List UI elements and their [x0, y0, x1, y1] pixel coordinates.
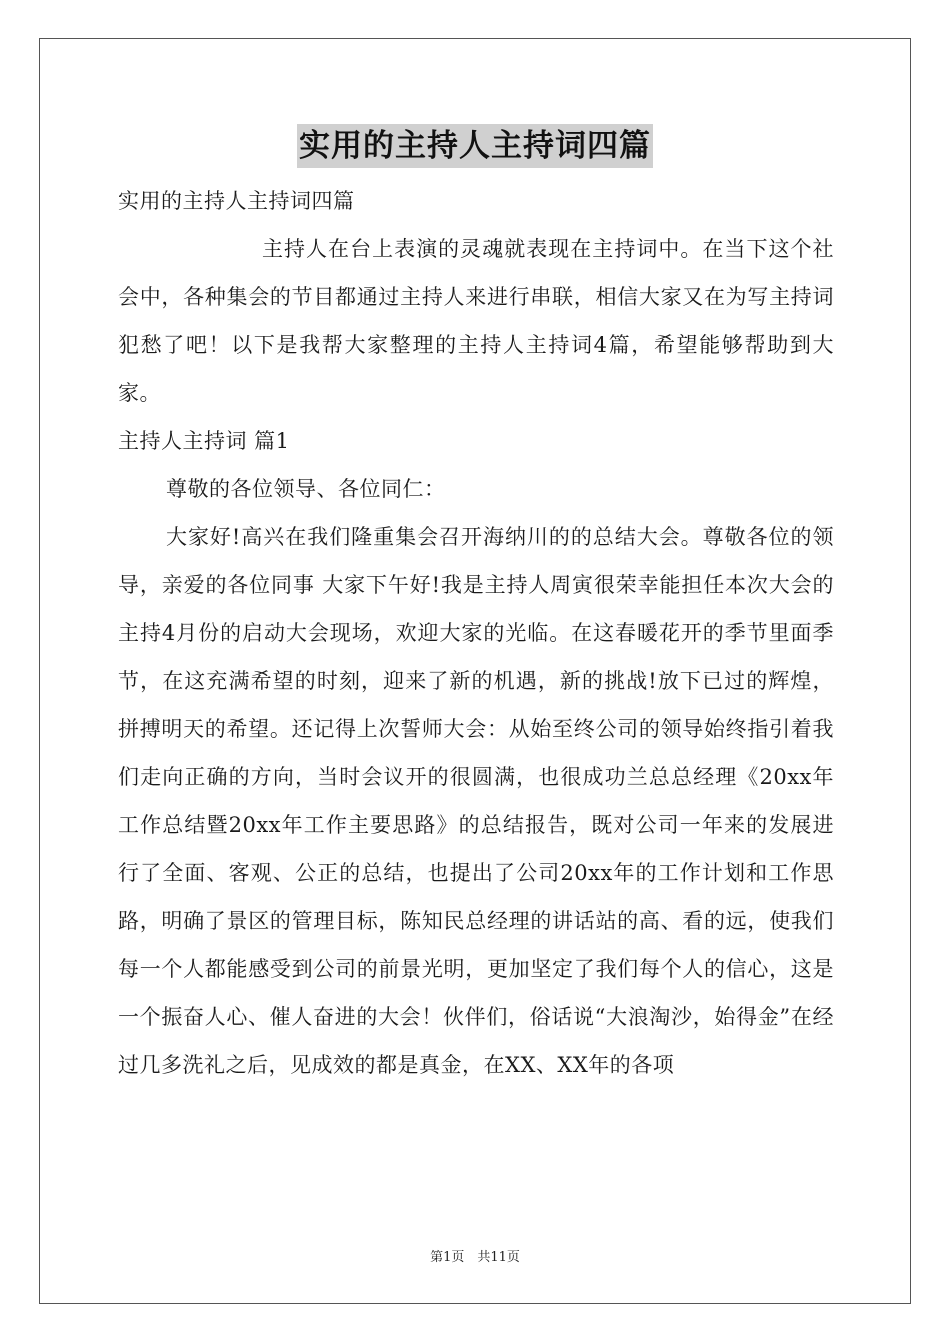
document-body [118, 177, 834, 1089]
document-subtitle: 实用的主持人主持词四篇 [118, 189, 355, 213]
intro-paragraph: 主持人在台上表演的灵魂就表现在主持词中。在当下这个社会中，各种集会的节目都通过主持人来进行串联，相信大家又在为写主持词犯愁了吧！以下是我帮大家整理的主持人主持词4篇，希望能够帮助到大家。 [118, 237, 834, 405]
body-paragraph: 大家好!高兴在我们隆重集会召开海纳川的的总结大会。尊敬各位的领导，亲爱的各位同事 大家下午好!我是主持人周寅很荣幸能担任本次大会的主持4月份的启动大会现场，欢迎大家的光临。在这春暖花开的季节里面季节，在这充满希望的时刻，迎来了新的机遇，新的挑战!放下已过的辉煌，拼搏明天的希望。还记得上次誓师大会：从始至终公司的领导始终指引着我们走向正确的方向，当时会议开的很圆满，也很成功兰总总经理《20xx年工作总结暨20xx年工作主要思路》的总结报告，既对公司一年来的发展进行了全面、客观、公正的总结，也提出了公司20xx年的工作计划和工作思路，明确了景区的管理目标，陈知民总经理的讲话站的高、看的远，使我们每一个人都能感受到公司的前景光明，更加坚定了我们每个人的信心，这是一个振奋人心、催人奋进的大会！伙伴们，俗话说“大浪淘沙，始得金”在经过几多洗礼之后，见成效的都是真金，在XX、XX年的各项 [118, 525, 834, 1077]
title-container [0, 124, 950, 168]
document-title: 实用的主持人主持词四篇 [297, 124, 653, 168]
salutation-paragraph: 尊敬的各位领导、各位同仁： [166, 477, 446, 501]
section-heading: 主持人主持词 篇1 [118, 429, 290, 453]
page-footer: 第1页 共11页 [430, 1250, 520, 1265]
